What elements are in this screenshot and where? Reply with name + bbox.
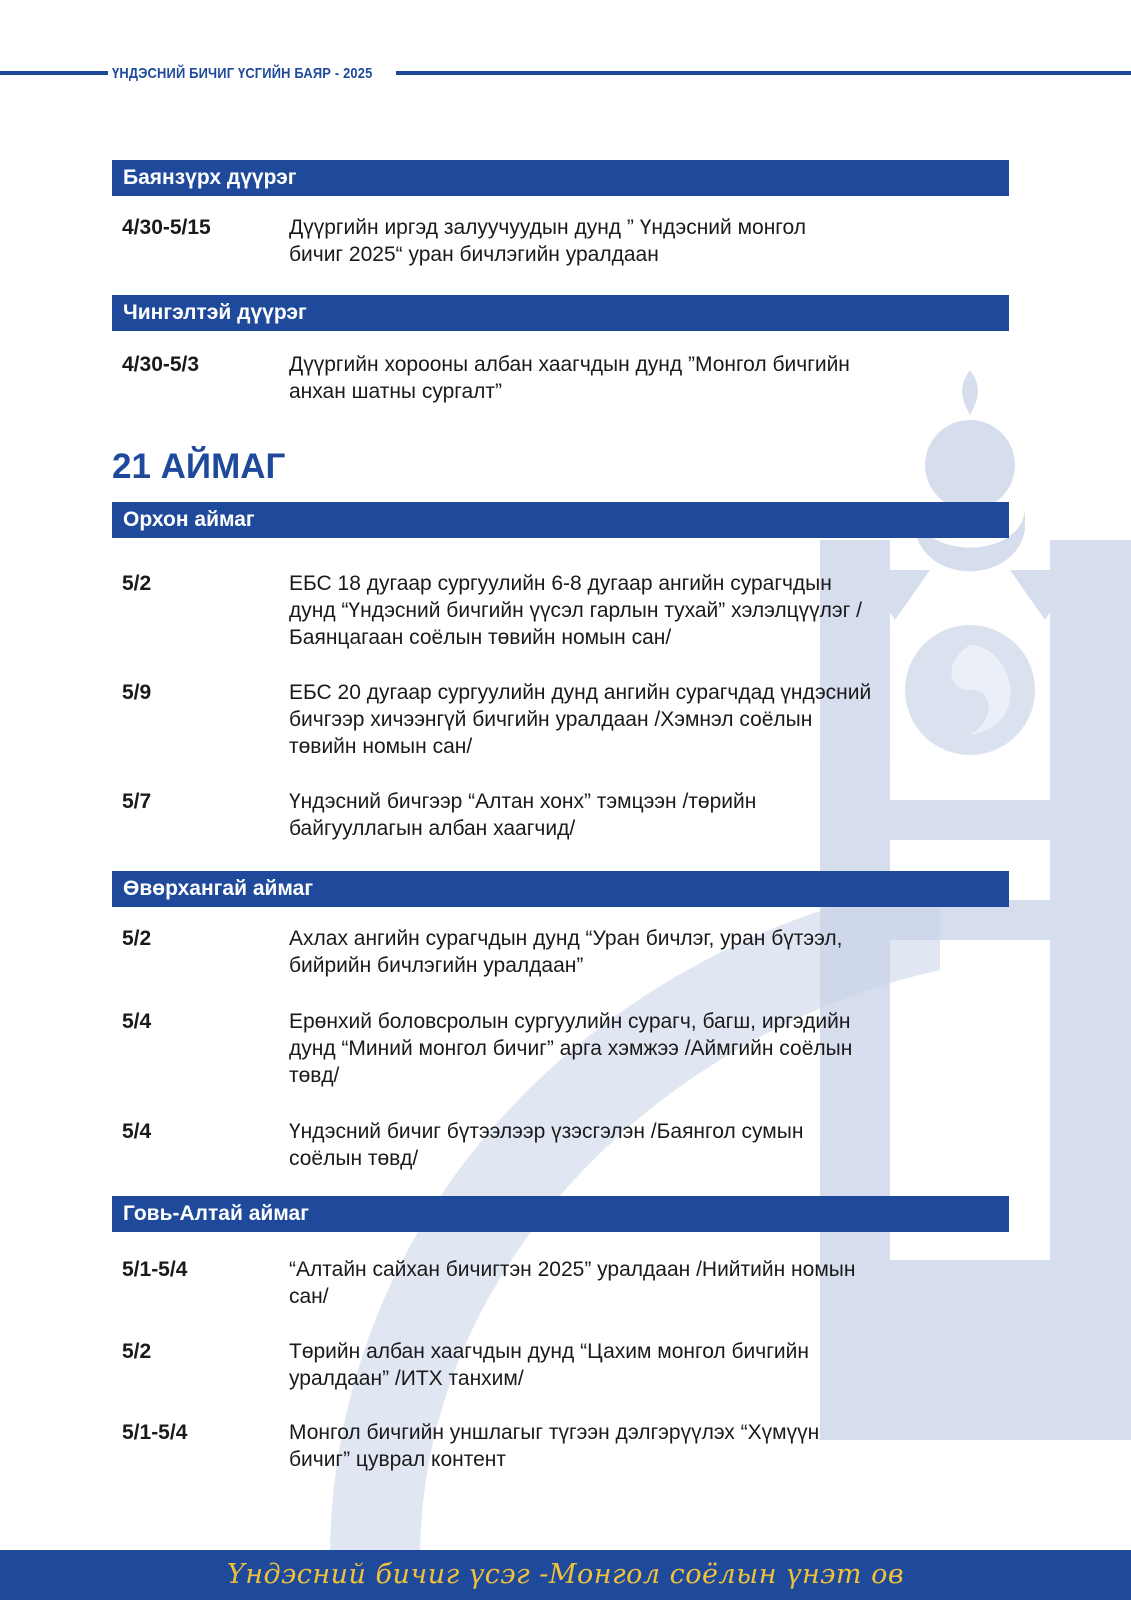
entry-line: Монгол бичгийн уншлагыг түгээн дэлгэрүүлэх “Хүмүүн bbox=[289, 1421, 820, 1444]
entry-line: бичгээр хичээнгүй бичгийн уралдаан /Хэмнэл соёлын bbox=[289, 708, 813, 731]
entry-line: төвийн номын сан/ bbox=[289, 735, 473, 758]
entry-line: төвд/ bbox=[289, 1064, 340, 1087]
entry-line: Үндэсний бичиг бүтээлээр үзэсгэлэн /Баянгол сумын bbox=[289, 1120, 804, 1143]
entry-text bbox=[289, 570, 1009, 651]
entry-text bbox=[289, 351, 1009, 405]
section-bar-uvurkhangai: Өвөрхангай аймаг bbox=[112, 871, 1009, 907]
entry-line: Ерөнхий боловсролын сургуулийн сурагч, багш, иргэдийн bbox=[289, 1010, 851, 1033]
entry-line: Дүүргийн иргэд залуучуудын дунд ” Үндэсний монгол bbox=[289, 216, 806, 239]
entry-date: 5/2 bbox=[122, 927, 152, 950]
section-bar-bayanzurkh: Баянзүрх дүүрэг bbox=[112, 160, 1009, 196]
entry-date: 5/2 bbox=[122, 572, 152, 595]
entry-date: 4/30-5/15 bbox=[122, 216, 211, 239]
footer-slogan: Үндэсний бичиг үсэг -Монгол соёлын үнэт ов bbox=[226, 1559, 905, 1590]
entry-line: уралдаан” /ИТХ танхим/ bbox=[289, 1367, 524, 1390]
entry-line: ЕБС 18 дугаар сургуулийн 6-8 дугаар ангийн сурагчдын bbox=[289, 572, 832, 595]
entry-line: анхан шатны сургалт” bbox=[289, 380, 503, 403]
entry-text bbox=[289, 679, 1009, 760]
entry-date: 5/4 bbox=[122, 1120, 152, 1143]
entry-date: 4/30-5/3 bbox=[122, 353, 200, 376]
header-title: ҮНДЭСНИЙ БИЧИГ ҮСГИЙН БАЯР - 2025 bbox=[112, 65, 373, 82]
entry-line: бийрийн бичлэгийн уралдаан” bbox=[289, 954, 584, 977]
entry-line: Ахлах ангийн сурагчдын дунд “Уран бичлэг, уран бүтээл, bbox=[289, 927, 843, 950]
entry-date: 5/1-5/4 bbox=[122, 1421, 188, 1444]
entry-date: 5/2 bbox=[122, 1340, 152, 1363]
entry-line: сан/ bbox=[289, 1285, 329, 1308]
entry-line: Төрийн албан хаагчдын дунд “Цахим монгол бичгийн bbox=[289, 1340, 809, 1363]
entry-text bbox=[289, 1256, 1009, 1310]
entry-date: 5/1-5/4 bbox=[122, 1258, 188, 1281]
entry-line: бичиг 2025“ уран бичлэгийн уралдаан bbox=[289, 243, 659, 266]
section-bar-govi-altai: Говь-Алтай аймаг bbox=[112, 1196, 1009, 1232]
entry-line: ЕБС 20 дугаар сургуулийн дунд ангийн сурагчдад үндэсний bbox=[289, 681, 872, 704]
header-rule-right bbox=[396, 71, 1131, 75]
entry-line: “Алтайн сайхан бичигтэн 2025” уралдаан /Нийтийн номын bbox=[289, 1258, 856, 1281]
entry-date: 5/9 bbox=[122, 681, 152, 704]
entry-text bbox=[289, 788, 1009, 842]
entry-line: Баянцагаан соёлын төвийн номын сан/ bbox=[289, 626, 672, 649]
entry-text bbox=[289, 1118, 1009, 1172]
entry-line: байгууллагын албан хаагчид/ bbox=[289, 817, 576, 840]
entry-line: соёлын төвд/ bbox=[289, 1147, 419, 1170]
entry-line: бичиг” цуврал контент bbox=[289, 1448, 507, 1471]
entry-text bbox=[289, 214, 1009, 268]
entry-text bbox=[289, 1419, 1009, 1473]
entry-line: Дүүргийн хорооны албан хаагчдын дунд ”Монгол бичгийн bbox=[289, 353, 850, 376]
section-bar-orkhon: Орхон аймаг bbox=[112, 502, 1009, 538]
entry-date: 5/7 bbox=[122, 790, 152, 813]
entry-line: дунд “Миний монгол бичиг” арга хэмжээ /Аймгийн соёлын bbox=[289, 1037, 853, 1060]
entry-text bbox=[289, 925, 1009, 979]
entry-line: Үндэсний бичгээр “Алтан хонх” тэмцээн /төрийн bbox=[289, 790, 757, 813]
entry-line: дунд “Үндэсний бичгийн үүсэл гарлын тухай” хэлэлцүүлэг / bbox=[289, 599, 862, 622]
entry-date: 5/4 bbox=[122, 1010, 152, 1033]
section-bar-chingeltei: Чингэлтэй дүүрэг bbox=[112, 295, 1009, 331]
entry-text bbox=[289, 1008, 1009, 1089]
entry-text bbox=[289, 1338, 1009, 1392]
header-rule-left bbox=[0, 71, 108, 75]
heading-21-aimag: 21 АЙМАГ bbox=[112, 447, 286, 486]
